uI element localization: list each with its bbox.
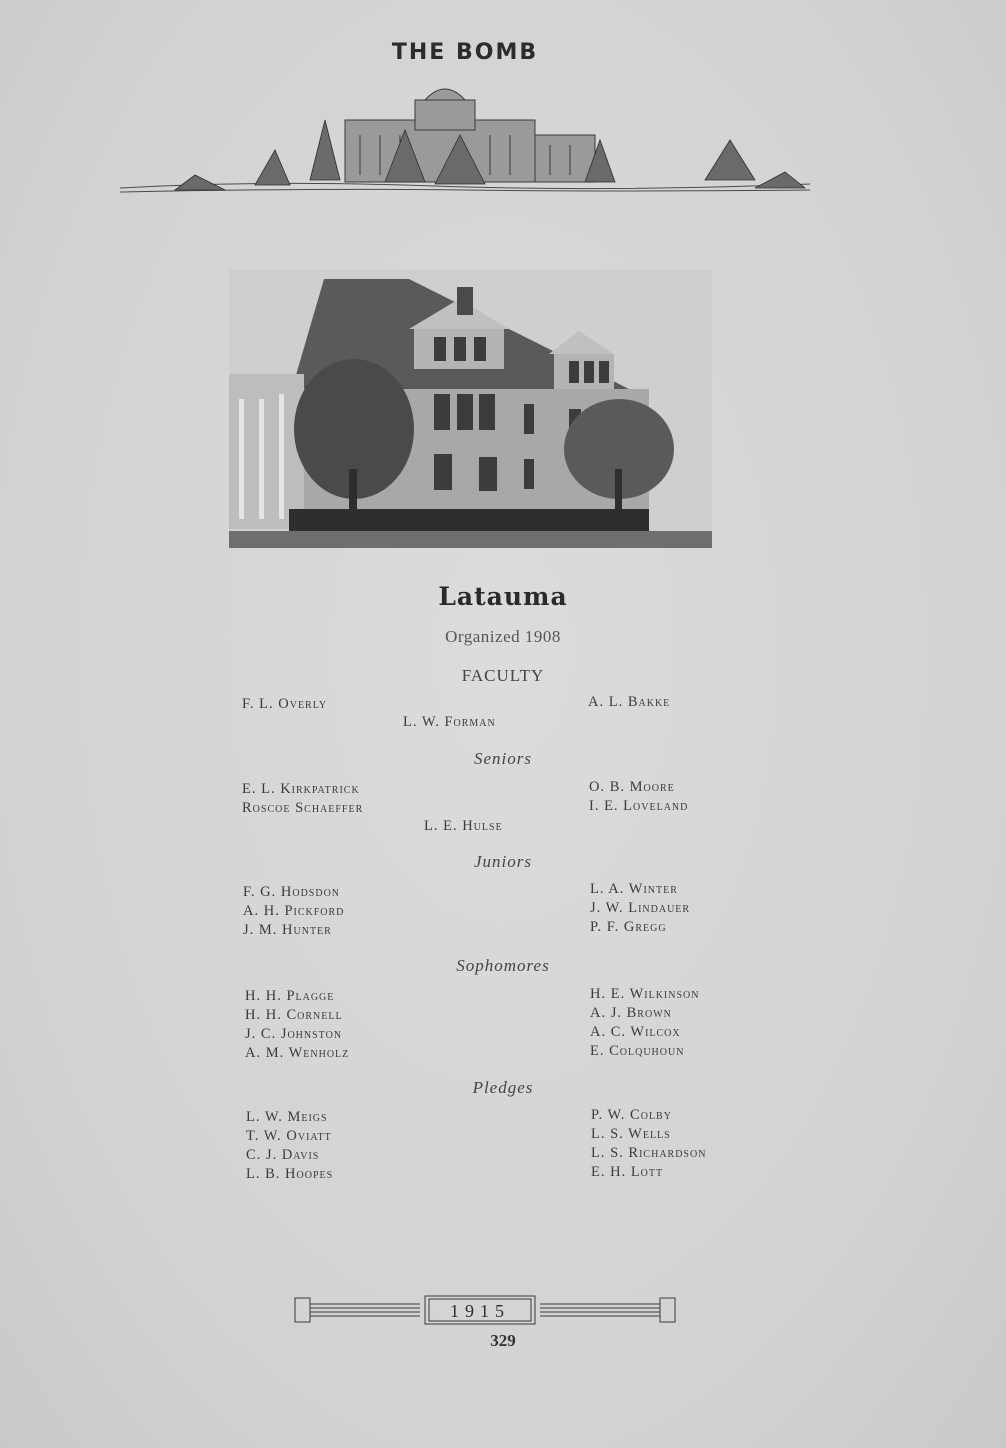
footer-ornament (290, 1290, 680, 1330)
juniors-left-column (243, 883, 344, 940)
member-name: E. Colquhoun (590, 1043, 685, 1059)
member-name: L. A. Winter (590, 881, 678, 897)
masthead-title: THE BOMB (391, 40, 539, 65)
seniors-right-column (589, 778, 688, 816)
page-number: 329 (490, 1331, 516, 1350)
member-name: H. H. Cornell (245, 1007, 343, 1023)
member-name: J. C. Johnston (245, 1026, 343, 1042)
member-name: L. S. Wells (591, 1126, 671, 1142)
juniors-heading: Juniors (474, 852, 532, 871)
pledges-heading: Pledges (472, 1078, 534, 1097)
seniors-center-name: L. E. Hulse (424, 818, 503, 834)
member-name: A. M. Wenholz (245, 1045, 350, 1061)
faculty-left-name: F. L. Overly (242, 696, 328, 712)
member-name: C. J. Davis (246, 1147, 320, 1163)
member-name: E. H. Lott (591, 1164, 664, 1180)
sophomores-left-column (245, 987, 349, 1063)
member-name: L. B. Hoopes (246, 1166, 334, 1182)
header-banner (115, 40, 815, 200)
house-photo (229, 269, 712, 548)
seniors-heading: Seniors (474, 749, 532, 768)
juniors-right-column (590, 880, 690, 937)
faculty-right-name: A. L. Bakke (588, 694, 671, 710)
pledges-left-column (246, 1108, 333, 1184)
sophomores-heading: Sophomores (456, 956, 550, 975)
member-name: L. W. Meigs (246, 1109, 328, 1125)
member-name: F. G. Hodsdon (243, 884, 341, 900)
member-name: P. W. Colby (591, 1107, 672, 1123)
member-name: H. E. Wilkinson (590, 986, 700, 1002)
faculty-center-name: L. W. Forman (403, 714, 496, 730)
organization-title: Latauma (438, 582, 568, 611)
member-name: I. E. Loveland (589, 798, 689, 814)
member-name: A. J. Brown (590, 1005, 672, 1021)
pledges-right-column (591, 1106, 706, 1182)
member-name: H. H. Plagge (245, 988, 335, 1004)
member-name: O. B. Moore (589, 779, 675, 795)
member-name: J. W. Lindauer (590, 900, 691, 916)
organized-year: Organized 1908 (445, 627, 561, 646)
member-name: P. F. Gregg (590, 919, 667, 935)
member-name: J. M. Hunter (243, 922, 332, 938)
sophomores-right-column (590, 985, 699, 1061)
faculty-heading: FACULTY (461, 666, 545, 685)
member-name: T. W. Oviatt (246, 1128, 332, 1144)
member-name: E. L. Kirkpatrick (242, 781, 360, 797)
member-name: A. C. Wilcox (590, 1024, 681, 1040)
seniors-left-column (242, 780, 363, 818)
member-name: L. S. Richardson (591, 1145, 707, 1161)
member-name: A. H. Pickford (243, 903, 345, 919)
footer-year: 1915 (450, 1301, 510, 1321)
member-name: Roscoe Schaeffer (242, 800, 364, 816)
campus-illustration (115, 80, 815, 200)
